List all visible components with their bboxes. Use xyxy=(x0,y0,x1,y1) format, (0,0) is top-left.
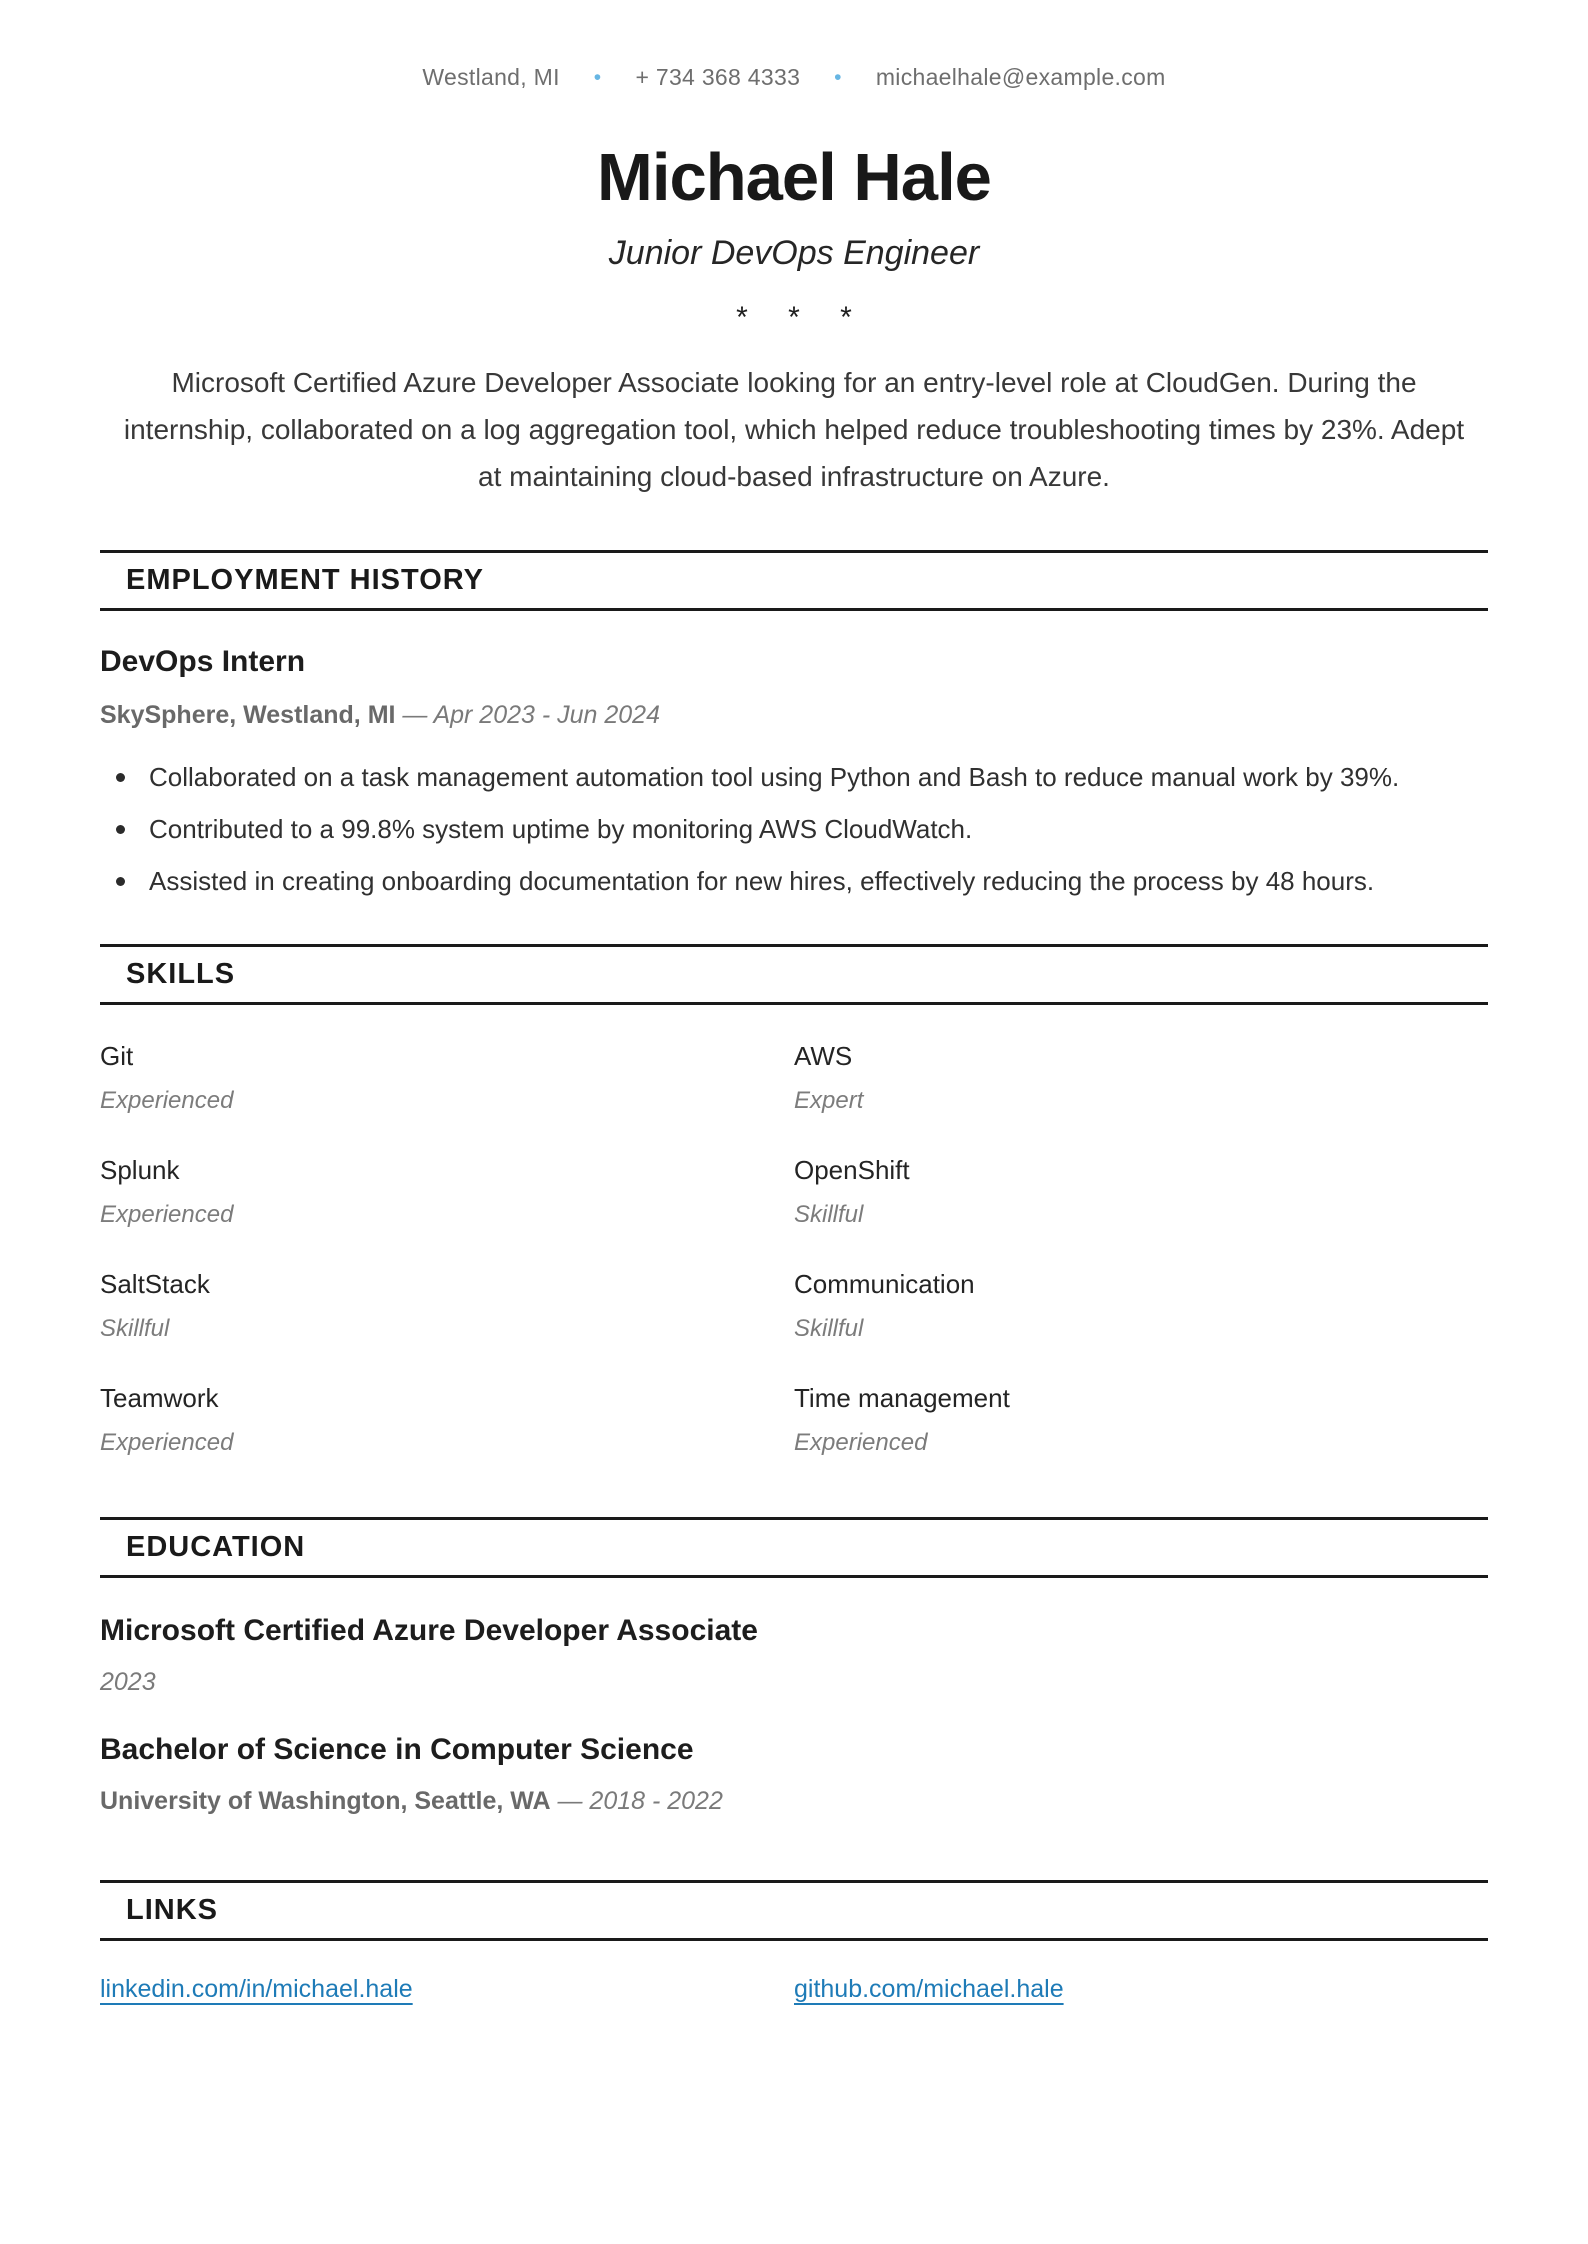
education-dates: — 2018 - 2022 xyxy=(557,1787,723,1815)
skill-name: AWS xyxy=(794,1041,853,1071)
skill-level: Experienced xyxy=(100,1429,234,1456)
skill-name: Splunk xyxy=(100,1155,180,1185)
education-institution: University of Washington, Seattle, WA xyxy=(100,1787,551,1815)
candidate-role: Junior DevOps Engineer xyxy=(608,234,980,272)
contact-phone: + 734 368 4333 xyxy=(635,64,801,90)
skill-name: Teamwork xyxy=(100,1383,219,1413)
skill-item xyxy=(100,1041,794,1115)
job-bullet xyxy=(100,806,1488,852)
job-dates: — Apr 2023 - Jun 2024 xyxy=(402,701,660,729)
job-bullet xyxy=(100,858,1488,904)
job-company: SkySphere, Westland, MI xyxy=(100,701,396,729)
job-bullet xyxy=(100,754,1488,800)
star-divider: * * * xyxy=(736,301,868,334)
skill-level: Skillful xyxy=(100,1315,170,1342)
education-dates: 2023 xyxy=(100,1668,156,1696)
contact-separator-dot: • xyxy=(834,66,842,89)
skills-grid xyxy=(100,1041,1488,1457)
skill-item xyxy=(794,1155,1488,1229)
bullet-dot-icon xyxy=(116,877,125,886)
education-meta xyxy=(100,1668,1488,1697)
bullet-dot-icon xyxy=(116,825,125,834)
job-bullet-text: Assisted in creating onboarding documentation for new hires, effectively reducing the process by 48 hours. xyxy=(149,866,1375,896)
education-title: Bachelor of Science in Computer Science xyxy=(100,1733,694,1766)
skill-name: Communication xyxy=(794,1269,975,1299)
skill-item xyxy=(100,1155,794,1229)
section-heading-employment: EMPLOYMENT HISTORY xyxy=(100,550,1488,611)
skill-item xyxy=(100,1383,794,1457)
skill-name: Time management xyxy=(794,1383,1010,1413)
skill-level: Skillful xyxy=(794,1315,864,1342)
profile-summary: Microsoft Certified Azure Developer Associate looking for an entry-level role at CloudGen. During the internship, collaborated on a log aggregation tool, which helped reduce troubleshooting times by 23%. Adept at maintaining cloud-based infrastructure on Azure. xyxy=(123,367,1465,492)
education-meta xyxy=(100,1787,1488,1816)
job-bullet-list xyxy=(100,754,1488,904)
skill-name: Git xyxy=(100,1041,134,1071)
skill-level: Experienced xyxy=(100,1087,234,1114)
contact-location: Westland, MI xyxy=(422,64,560,90)
education-entry xyxy=(100,1614,1488,1697)
job-bullet-text: Collaborated on a task management automation tool using Python and Bash to reduce manual work by 39%. xyxy=(149,762,1400,792)
contact-separator-dot: • xyxy=(593,66,602,89)
skill-level: Skillful xyxy=(794,1201,864,1228)
github-link[interactable]: github.com/michael.hale xyxy=(794,1975,1064,2003)
skill-item xyxy=(794,1269,1488,1343)
job-meta xyxy=(100,701,1488,730)
education-title: Microsoft Certified Azure Developer Associate xyxy=(100,1614,758,1647)
skill-level: Experienced xyxy=(794,1429,928,1456)
candidate-name: Michael Hale xyxy=(597,140,991,215)
skill-item xyxy=(794,1383,1488,1457)
section-heading-education: EDUCATION xyxy=(100,1517,1488,1578)
job-bullet-text: Contributed to a 99.8% system uptime by monitoring AWS CloudWatch. xyxy=(149,814,973,844)
education-entry xyxy=(100,1733,1488,1816)
links-grid xyxy=(100,1975,1488,2004)
skill-level: Experienced xyxy=(100,1201,234,1228)
contact-bar xyxy=(0,0,1588,91)
section-heading-skills: SKILLS xyxy=(100,944,1488,1005)
skill-item xyxy=(794,1041,1488,1115)
employment-entry xyxy=(100,645,1488,904)
skill-item xyxy=(100,1269,794,1343)
job-title: DevOps Intern xyxy=(100,645,306,678)
bullet-dot-icon xyxy=(116,773,125,782)
skill-name: SaltStack xyxy=(100,1269,210,1299)
linkedin-link[interactable]: linkedin.com/in/michael.hale xyxy=(100,1975,413,2003)
contact-email: michaelhale@example.com xyxy=(875,64,1166,90)
skill-level: Expert xyxy=(794,1087,864,1114)
section-heading-links: LINKS xyxy=(100,1880,1488,1941)
skill-name: OpenShift xyxy=(794,1155,910,1185)
